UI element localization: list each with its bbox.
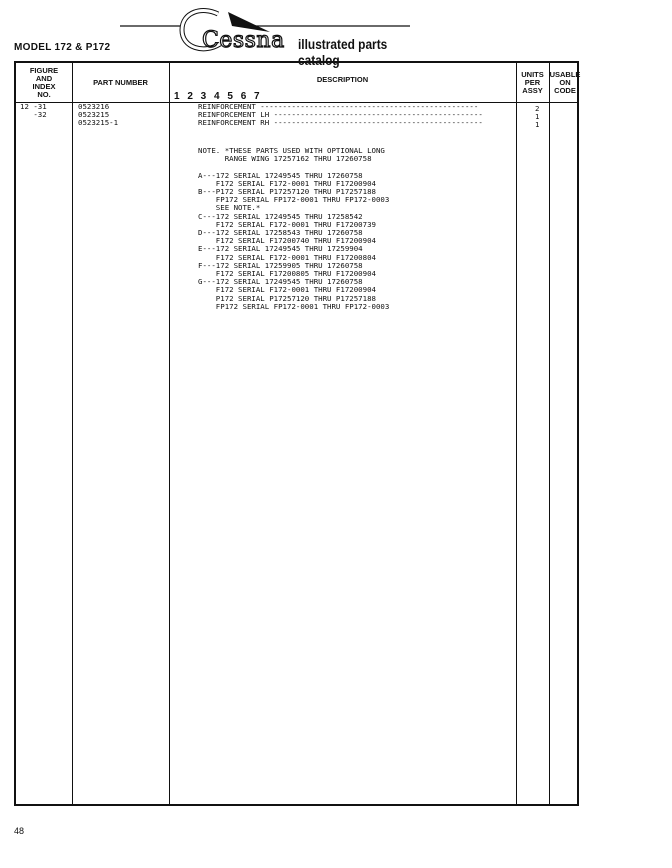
note-line: B---P172 SERIAL P17257120 THRU P17257188	[198, 187, 376, 196]
note-line: FP172 SERIAL FP172-0001 THRU FP172-0003	[198, 195, 390, 205]
note-line: RANGE WING 17257162 THRU 17260758	[198, 154, 372, 164]
col-divider	[169, 63, 170, 804]
note-line: F172 SERIAL F17200740 THRU F17200904	[198, 236, 376, 246]
note-line: SEE NOTE.*	[198, 203, 261, 213]
note-line: F172 SERIAL F172-0001 THRU F17200904	[198, 285, 376, 295]
note-line: G---172 SERIAL 17249545 THRU 17260758	[198, 277, 363, 287]
col-divider	[516, 63, 517, 804]
model-title: MODEL 172 & P172	[14, 42, 111, 53]
row-units: 1	[535, 120, 540, 129]
note-line: D---172 SERIAL 17258543 THRU 17260758	[198, 228, 363, 237]
note-line: P172 SERIAL P17257120 THRU P17257188	[198, 293, 376, 303]
catalog-tagline: illustrated parts catalog	[298, 36, 388, 68]
row-index: -32	[20, 110, 47, 119]
note-line: F172 SERIAL F17200805 THRU F17200904	[198, 269, 376, 278]
note-line: F172 SERIAL F172-0001 THRU F17200804	[198, 252, 376, 262]
col-header-part-number: PART NUMBER	[93, 77, 148, 87]
row-part-number: 0523215-1	[78, 118, 119, 127]
col-divider	[72, 63, 73, 804]
col-header-description: DESCRIPTION	[316, 75, 369, 84]
indent-levels: 1 2 3 4 5 6 7	[174, 91, 263, 102]
note-line: FP172 SERIAL FP172-0001 THRU FP172-0003	[198, 301, 390, 311]
note-line: E---172 SERIAL 17249545 THRU 17259904	[198, 244, 363, 254]
note-line: NOTE. *THESE PARTS USED WITH OPTIONAL LONG	[198, 146, 385, 155]
col-header-usable: USABLE ON CODE	[549, 69, 581, 95]
brand-name: Cessna	[202, 28, 285, 53]
col-header-units: UNITS PER ASSY	[521, 69, 544, 95]
note-line: C---172 SERIAL 17249545 THRU 17258542	[198, 211, 363, 221]
cessna-logo	[120, 6, 420, 68]
row-index: 12 -31	[20, 102, 47, 111]
parts-table	[14, 61, 579, 806]
note-line: F---172 SERIAL 17259905 THRU 17260758	[198, 260, 363, 270]
row-units: 2	[535, 104, 540, 113]
page-number: 48	[14, 826, 25, 836]
note-line: F172 SERIAL F172-0001 THRU F17200739	[198, 219, 376, 229]
row-units: 1	[535, 112, 540, 121]
col-header-figure: FIGURE AND INDEX NO.	[29, 65, 59, 99]
note-line: A---172 SERIAL 17249545 THRU 17260758	[198, 170, 363, 180]
col-divider	[549, 63, 550, 804]
row-description: REINFORCEMENT RH -----------------------------------------------	[198, 118, 483, 127]
row-description: REINFORCEMENT -------------------------------------------------	[198, 102, 479, 111]
row-part-number: 0523215	[78, 110, 110, 119]
row-description: REINFORCEMENT LH -----------------------------------------------	[198, 110, 483, 119]
note-line: F172 SERIAL F172-0001 THRU F17200904	[198, 178, 376, 188]
row-part-number: 0523216	[78, 102, 110, 111]
